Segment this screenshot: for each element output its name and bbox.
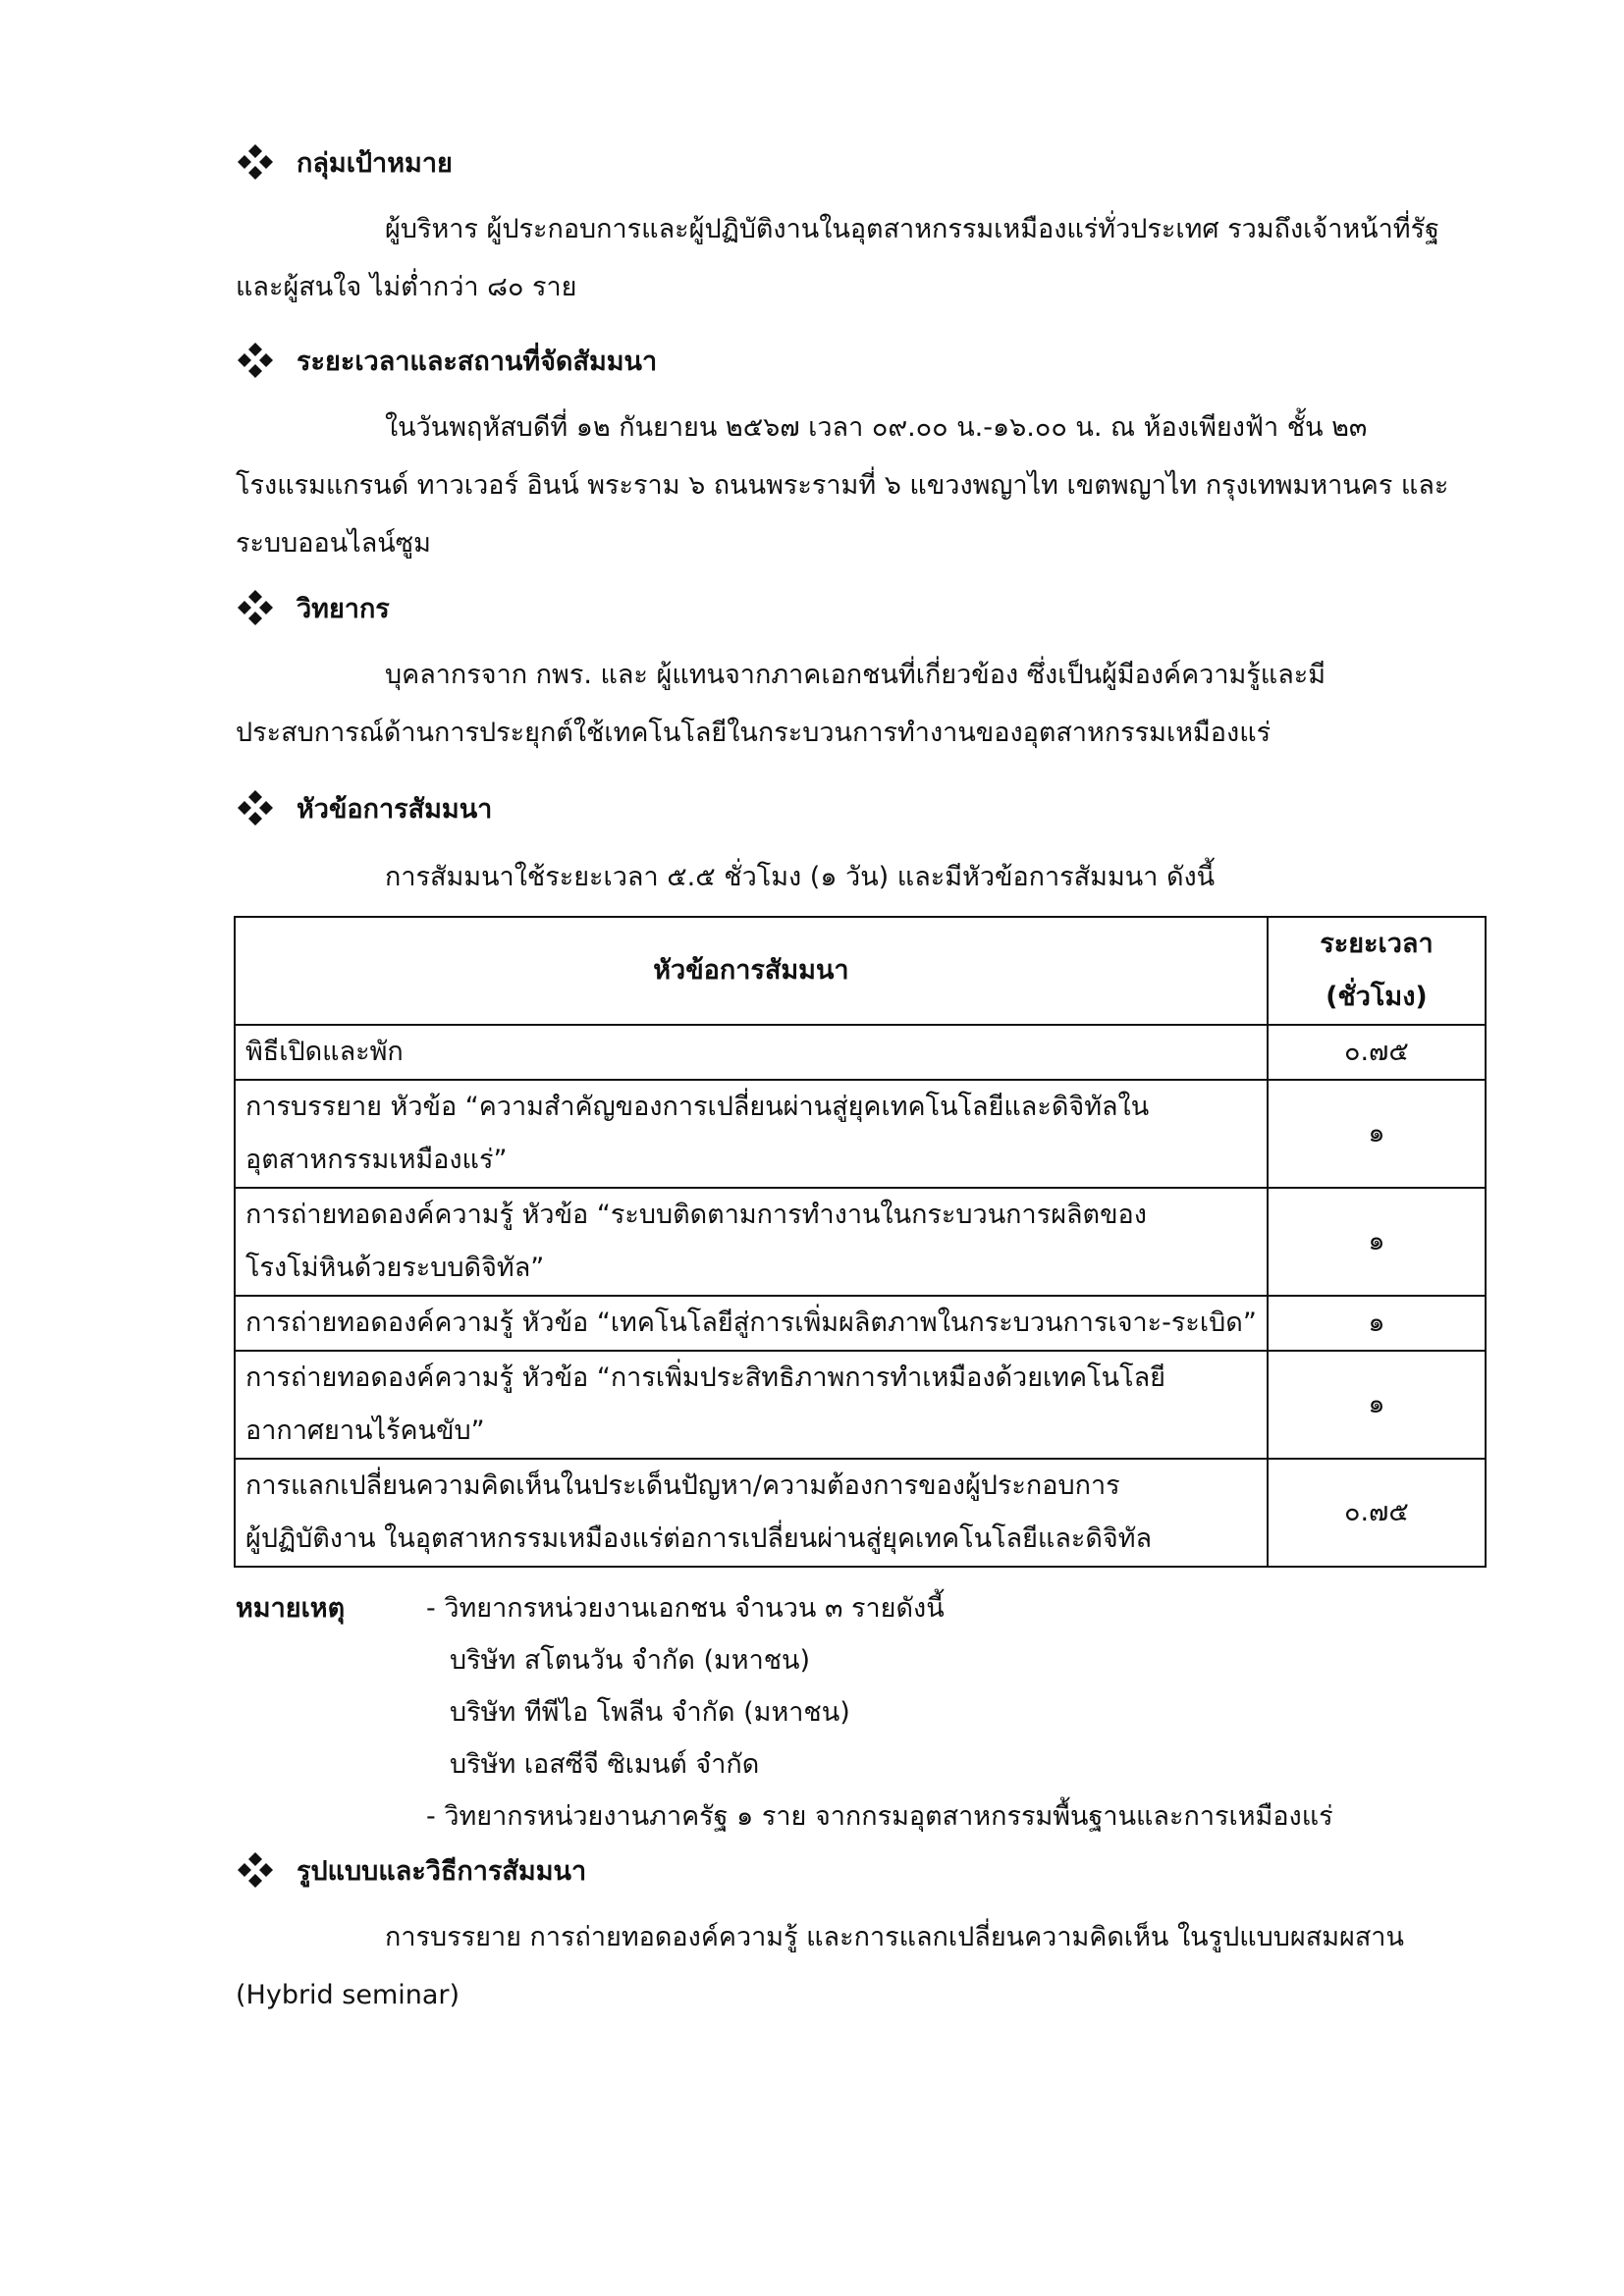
heading-text: ระยะเวลาและสถานที่จัดสัมมนา [297,346,658,377]
topic-line: พิธีเปิดและพัก [245,1037,404,1067]
table-row [235,1351,1486,1459]
paragraph-speakers [236,646,1483,762]
table-row [235,1080,1486,1188]
paragraph-topics-intro [236,848,1483,906]
note-public: - วิทยากรหน่วยงานภาครัฐ ๑ ราย จากกรมอุตสาหกรรมพื้นฐานและการเหมืองแร่ [426,1801,1333,1832]
topic-cell [235,1188,1268,1296]
seminar-topics-table [234,916,1487,1568]
paragraph-format [236,1908,1483,2024]
section-heading-format [236,1845,586,1895]
note-private-intro: - วิทยากรหน่วยงานเอกชน จำนวน ๓ รายดังนี้ [426,1593,945,1624]
table-row [235,1459,1486,1567]
paragraph-line: ระบบออนไลน์ซูม [236,528,431,559]
four-diamond-bullet-icon [236,142,275,182]
topic-cell [235,1459,1268,1567]
paragraph-line: การสัมมนาใช้ระยะเวลา ๕.๕ ชั่วโมง (๑ วัน) และมีหัวข้อการสัมมนา ดังนี้ [385,862,1216,892]
topic-line: การแลกเปลี่ยนความคิดเห็นในประเด็นปัญหา/ความต้องการของผู้ประกอบการ [245,1470,1120,1501]
table-header-duration: ระยะเวลา (ชั่วโมง) [1268,917,1486,1025]
note-label: หมายเหตุ [236,1593,346,1624]
duration-cell: ๑ [1268,1351,1486,1459]
heading-text: กลุ่มเป้าหมาย [297,147,453,179]
four-diamond-bullet-icon [236,341,275,380]
topic-line: อุตสาหกรรมเหมืองแร่” [245,1145,508,1175]
four-diamond-bullet-icon [236,1850,275,1890]
note-company: บริษัท สโตนวัน จำกัด (มหาชน) [450,1645,811,1676]
topic-cell [235,1296,1268,1351]
four-diamond-bullet-icon [236,788,275,828]
topic-line: โรงโม่หินด้วยระบบดิจิทัล” [245,1253,545,1283]
topic-line: การถ่ายทอดองค์ความรู้ หัวข้อ “ระบบติดตามการทำงานในกระบวนการผลิตของ [245,1200,1147,1230]
note-company: บริษัท ทีพีไอ โพลีน จำกัด (มหาชน) [450,1697,850,1728]
note-company: บริษัท เอสซีจี ซิเมนต์ จำกัด [450,1749,760,1780]
paragraph-line: (Hybrid seminar) [236,1980,460,2010]
topic-line: การถ่ายทอดองค์ความรู้ หัวข้อ “เทคโนโลยีสู่การเพิ่มผลิตภาพในกระบวนการเจาะ-ระเบิด” [245,1308,1257,1338]
table-row [235,1025,1486,1080]
paragraph-line: ประสบการณ์ด้านการประยุกต์ใช้เทคโนโลยีในกระบวนการทำงานของอุตสาหกรรมเหมืองแร่ [236,718,1272,748]
paragraph-line: ผู้บริหาร ผู้ประกอบการและผู้ปฏิบัติงานในอุตสาหกรรมเหมืองแร่ทั่วประเทศ รวมถึงเจ้าหน้าที่รัฐ [385,214,1439,244]
table-row [235,1188,1486,1296]
topic-line: อากาศยานไร้คนขับ” [245,1415,485,1446]
paragraph-target [236,200,1483,316]
duration-cell: ๐.๗๕ [1268,1025,1486,1080]
duration-cell: ๑ [1268,1080,1486,1188]
heading-text: หัวข้อการสัมมนา [297,793,493,825]
section-heading-target [236,137,453,187]
duration-cell: ๑ [1268,1296,1486,1351]
topic-cell [235,1351,1268,1459]
paragraph-schedule [236,399,1483,572]
paragraph-line: การบรรยาย การถ่ายทอดองค์ความรู้ และการแลกเปลี่ยนความคิดเห็น ในรูปแบบผสมผสาน [385,1922,1404,1952]
topic-line: ผู้ปฏิบัติงาน ในอุตสาหกรรมเหมืองแร่ต่อการเปลี่ยนผ่านสู่ยุคเทคโนโลยีและดิจิทัล [245,1523,1153,1554]
table-header-topic: หัวข้อการสัมมนา [235,917,1268,1025]
section-heading-speakers [236,583,390,632]
heading-text: วิทยากร [297,593,390,624]
section-heading-topics [236,783,492,832]
table-row [235,1296,1486,1351]
four-diamond-bullet-icon [236,588,275,627]
paragraph-line: โรงแรมแกรนด์ ทาวเวอร์ อินน์ พระราม ๖ ถนนพระรามที่ ๖ แขวงพญาไท เขตพญาไท กรุงเทพมหานคร และ [236,470,1449,501]
topic-cell [235,1025,1268,1080]
topic-cell [235,1080,1268,1188]
duration-cell: ๑ [1268,1188,1486,1296]
paragraph-line: และผู้สนใจ ไม่ต่ำกว่า ๘๐ ราย [236,272,577,302]
duration-cell: ๐.๗๕ [1268,1459,1486,1567]
paragraph-line: บุคลากรจาก กพร. และ ผู้แทนจากภาคเอกชนที่เกี่ยวข้อง ซึ่งเป็นผู้มีองค์ความรู้และมี [385,660,1326,690]
section-heading-schedule [236,336,657,385]
topic-line: การบรรยาย หัวข้อ “ความสำคัญของการเปลี่ยนผ่านสู่ยุคเทคโนโลยีและดิจิทัลใน [245,1092,1150,1122]
heading-text: รูปแบบและวิธีการสัมมนา [297,1855,587,1887]
paragraph-line: ในวันพฤหัสบดีที่ ๑๒ กันยายน ๒๕๖๗ เวลา ๐๙.๐๐ น.-๑๖.๐๐ น. ณ ห้องเพียงฟ้า ชั้น ๒๓ [385,412,1368,443]
topic-line: การถ่ายทอดองค์ความรู้ หัวข้อ “การเพิ่มประสิทธิภาพการทำเหมืองด้วยเทคโนโลยี [245,1362,1165,1393]
table-header-row [235,917,1486,1025]
